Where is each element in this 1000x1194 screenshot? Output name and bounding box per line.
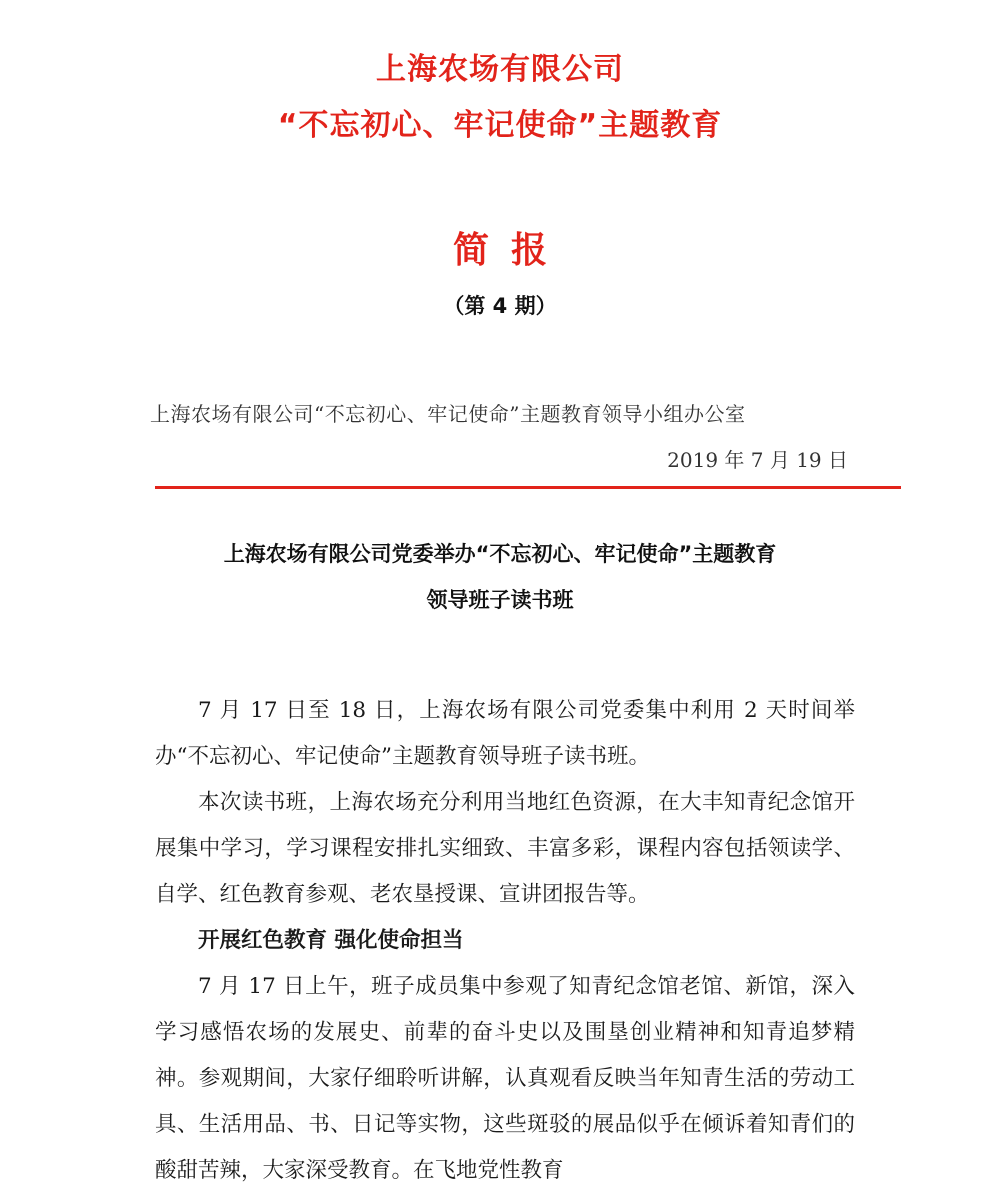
company-heading: 上海农场有限公司 xyxy=(376,52,624,87)
section-subheading: 开展红色教育 强化使命担当 xyxy=(198,928,464,953)
article-title-line1: 上海农场有限公司党委举办“不忘初心、牢记使命”主题教育 xyxy=(223,542,777,566)
issuer-line: 上海农场有限公司“不忘初心、牢记使命”主题教育领导小组办公室 xyxy=(150,402,746,426)
issue-date: 2019 年 7 月 19 日 xyxy=(667,448,848,472)
theme-heading: “不忘初心、牢记使命”主题教育 xyxy=(277,108,723,143)
article-title-line2: 领导班子读书班 xyxy=(426,588,574,612)
red-divider xyxy=(155,486,901,489)
issue-number: （第 4 期） xyxy=(443,294,557,318)
paragraph-1: 7 月 17 日至 18 日，上海农场有限公司党委集中利用 2 天时间举办“不忘初心、牢记使命”主题教育领导班子读书班。 xyxy=(155,698,855,769)
paragraph-2: 本次读书班，上海农场充分利用当地红色资源，在大丰知青纪念馆开展集中学习，学习课程安排扎实细致、丰富多彩，课程内容包括领读学、自学、红色教育参观、老农垦授课、宣讲团报告等。 xyxy=(155,790,855,907)
article-body xyxy=(155,688,855,1194)
paragraph-3: 7 月 17 日上午，班子成员集中参观了知青纪念馆老馆、新馆，深入学习感悟农场的发展史、前辈的奋斗史以及围垦创业精神和知青追梦精神。参观期间，大家仔细聆听讲解，认真观看反映当年知青生活的劳动工具、生活用品、书、日记等实物，这些斑驳的展品似乎在倾诉着知青们的酸甜苦辣，大家深受教育。在飞地党性教育 xyxy=(155,974,855,1183)
brief-heading: 简报 xyxy=(452,230,569,271)
